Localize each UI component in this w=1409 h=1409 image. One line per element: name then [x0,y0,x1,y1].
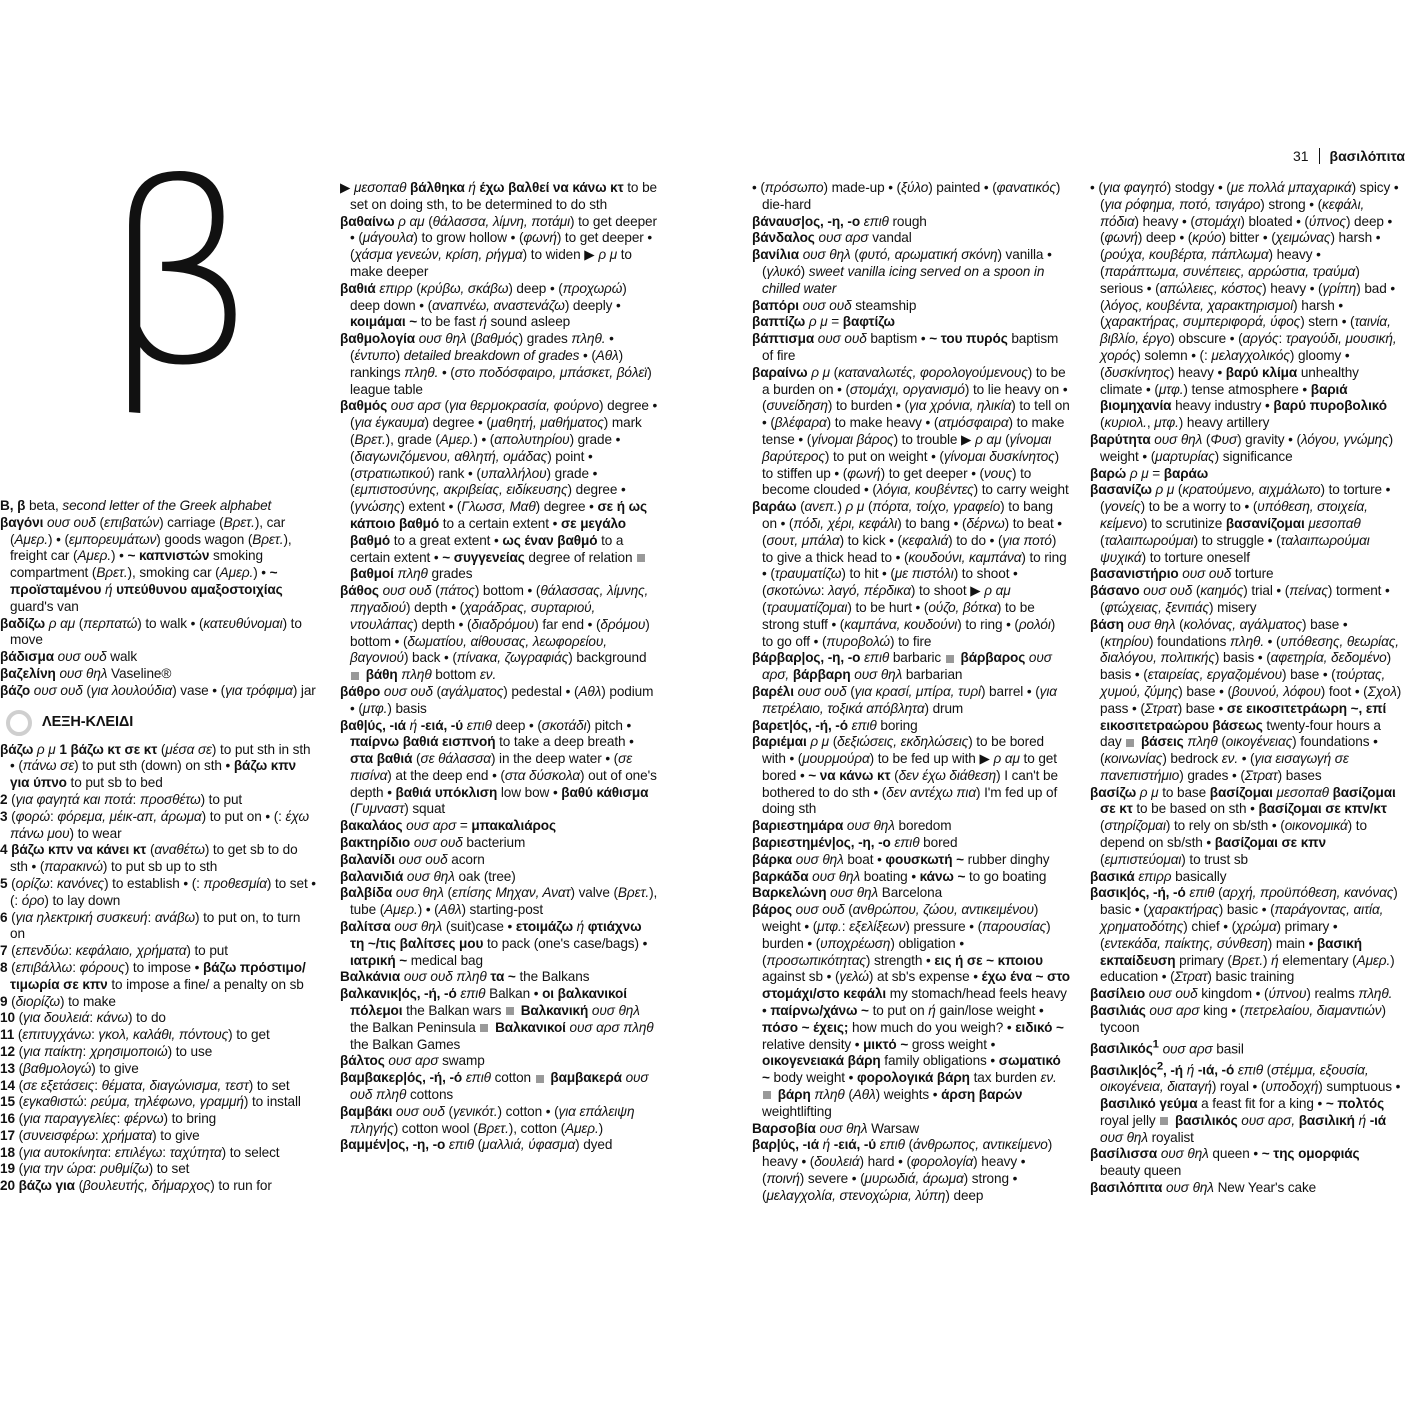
dictionary-entry: 20 βάζω για (βουλευτής, δήμαρχος) to run for [0,1178,272,1194]
page-number: 31 [1292,148,1309,164]
dictionary-entry: βάσανο ουσ ουδ (καημός) trial • (πείνας) torment • (φτώχειας, ξενιτιάς) misery [1090,583,1390,615]
dictionary-entry: βάδισμα ουσ ουδ walk [0,649,138,665]
dictionary-entry: 14 (σε εξετάσεις: θέματα, διαγώνισμα, τεστ) to set [0,1077,290,1093]
header-divider [1319,148,1320,164]
dictionary-entry: Βαλκάνια ουσ ουδ πληθ τα ~ the Balkans [340,969,590,985]
dictionary-entry: βαμμέν|ος, -η, -ο επιθ (μαλλιά, ύφασμα) dyed [340,1137,613,1153]
dictionary-entry: 3 (φορώ: φόρεμα, μέικ-απ, άρωμα) to put on • (: έχω πάνω μου) to wear [0,808,309,841]
dictionary-entry: Β, β beta, second letter of the Greek alphabet [0,498,272,513]
dictionary-entry: βασίλισσα ουσ θηλ queen • ~ της ομορφιάς beauty queen [1090,1146,1360,1179]
dictionary-entry: • (πρόσωπο) made-up • (ξύλο) painted • (φανατικός) die-hard [752,180,1061,212]
dictionary-entry: βάζω ρ μ 1 βάζω κτ σε κτ (μέσα σε) to put sth in sth • (πάνω σε) to put sth (down) on sth • βάζω κπν για ύπνο to put sb to bed [0,741,311,791]
dictionary-entry: βαλβίδα ουσ θηλ (επίσης Μηχαν, Ανατ) valve (Βρετ.), tube (Αμερ.) • (Αθλ) starting-post [340,885,658,918]
dictionary-entry: βαθμολογία ουσ θηλ (βαθμός) grades πληθ. • (έντυπο) detailed breakdown of grades • (Αθλ) rankings πληθ. • (στο ποδόσφαιρο, μπάσκετ, βόλεϊ) league table [340,331,652,397]
dictionary-entry: βασικά επιρρ basically [1090,868,1227,884]
dictionary-entry: βαμβακερ|ός, -ή, -ό επιθ cotton βαμβακερά ουσ ουδ πληθ cottons [340,1070,649,1103]
dictionary-entry: βάρος ουσ ουδ (ανθρώπου, ζώου, αντικειμένου) weight • (μτφ.: εξελίξεων) pressure • (παρουσίας) burden • (υποχρέωση) obligation • (προσωπικότητας) strength • εις ή σε ~ κποιου against sb • (γελώ) at sb's expense • έχω ένα ~ στο στομάχι/στο κεφάλι my stomach/head feels heavy • παίρνω/χάνω ~ to put on ή gain/lose weight • πόσο ~ έχεις; how much do you weigh? • ειδικό ~ relative density • μικτό ~ gross weight • οικογενειακά βάρη family obligations • σωματικό ~ body weight • φορολογικά βάρη tax burden εν. βάρη πληθ (Αθλ) weights • άρση βαρών weightlifting [752,902,1071,1119]
column-1-entries [0,498,318,700]
dictionary-entry: 17 (συνεισφέρω: χρήματα) to give [0,1127,200,1143]
dictionary-entry: βάθρο ουσ ουδ (αγάλματος) pedestal • (Αθλ) podium • (μτφ.) basis [340,683,654,716]
dictionary-entry: 19 (για την ώρα: ρυθμίζω) to set [0,1161,190,1177]
dictionary-entry: βαδίζω ρ αμ (περπατώ) to walk • (κατευθύνομαι) to move [0,615,302,648]
column-1-keyword-entries [0,742,318,1196]
dictionary-entry: βασανιστήριο ουσ ουδ torture [1090,566,1274,582]
dictionary-entry: βαρκάδα ουσ θηλ boating • κάνω ~ to go boating [752,868,1047,884]
dictionary-entry: 5 (ορίζω: κανόνες) to establish • (: προθεσμία) to set • (: όρο) to lay down [0,875,316,908]
dictionary-entry: βαλανίδι ουσ ουδ acorn [340,851,485,867]
dictionary-entry: βάνδαλος ουσ αρσ vandal [752,230,912,246]
dictionary-entry: 9 (διορίζω) to make [0,993,116,1009]
dictionary-entry: βαριέμαι ρ μ (δεξιώσεις, εκδηλώσεις) to be bored with • (μουρμούρα) to be fed up with ▶ ρ αμ to get bored • ~ να κάνω κτ (δεν έχω διάθεση) I can't be bothered to do sth • (δεν αντέχω πια) I'm fed up of doing sth [752,734,1058,817]
dictionary-entry: βαθαίνω ρ αμ (θάλασσα, λίμνη, ποτάμι) to get deeper • (μάγουλα) to grow hollow • (φωνή) to get deeper • (χάσμα γενεών, κρίση, ρήγμα) to widen ▶ ρ μ to make deeper [340,213,657,279]
dictionary-entry: 11 (επιτυγχάνω: γκολ, καλάθι, πόντους) to get [0,1027,270,1043]
dictionary-entry: βασιλιάς ουσ αρσ king • (πετρελαίου, διαμαντιών) tycoon [1090,1003,1386,1035]
dictionary-entry: 12 (για παίκτη: χρησιμοποιώ) to use [0,1043,213,1059]
dictionary-entry: 8 (επιβάλλω: φόρους) to impose • βάζω πρόστιμο/τιμωρία σε κπν to impose a fine/ a penalty on sb [0,959,306,992]
column-4 [1090,180,1402,1197]
column-1 [0,498,318,1195]
dictionary-entry: βασίζω ρ μ to base βασίζομαι μεσοπαθ βασίζομαι σε κτ to be based on sth • βασίζομαι σε κπν/κτ (στηρίζομαι) to rely on sb/sth • (οικονομικά) to depend on sb/sth • βασίζομαι σε κπν (εμπιστεύομαι) to trust sb [1090,784,1396,867]
dictionary-entry: βάθος ουσ ουδ (πάτος) bottom • (θάλασσας, λίμνης, πηγαδιού) depth • (χαράδρας, συρταριού, ντουλάπας) depth • (διαδρόμου) far end • (δρόμου) bottom • (δωματίου, αίθουσας, λεωφορείου, βαγονιού) back • (πίνακα, ζωγραφιάς) background βάθη πληθ bottom εν. [340,583,650,683]
dictionary-entry: βακαλάος ουσ αρσ = μπακαλιάρος [340,818,556,834]
dictionary-entry: βαλίτσα ουσ θηλ (suit)case • ετοιμάζω ή φτιάχνω τη ~/τις βαλίτσες μου to pack (one's case/bags) • ιατρική ~ medical bag [340,919,648,968]
dictionary-entry: βαρετ|ός, -ή, -ό επιθ boring [752,717,918,733]
dictionary-entry: 7 (επενδύω: κεφάλαιο, χρήματα) to put [0,943,228,959]
dictionary-entry: ▶ μεσοπαθ βάλθηκα ή έχω βαλθεί να κάνω κτ to be set on doing sth, to be determined to do sth [340,180,657,212]
dictionary-entry: βαλκανικ|ός, -ή, -ό επιθ Balkan • οι βαλκανικοί πόλεμοι the Balkan wars Βαλκανική ουσ θηλ the Balkan Peninsula Βαλκανικοί ουσ αρσ πληθ the Balkan Games [340,986,654,1052]
dictionary-entry: βασικ|ός, -ή, -ό επιθ (αρχή, προϋπόθεση, κανόνας) basic • (χαρακτήρας) basic • (παράγοντας, αιτία, χρηματοδότης) chief • (χρώμα) primary • (εντεκάδα, παίκτης, σύνθεση) main • βασική εκπαίδευση primary (Βρετ.) ή elementary (Αμερ.) education • (Στρατ) basic training [1090,885,1398,985]
dictionary-entry: βασανίζω ρ μ (κρατούμενο, αιχμάλωτο) to torture • (γονείς) to be a worry to • (υπόθεση, στοιχεία, κείμενο) to scrutinize βασανίζομαι μεσοπαθ (ταλαιπωρούμαι) to struggle • (ταλαιπωρούμαι ψυχικά) to torture oneself [1090,482,1391,565]
dictionary-entry: βασιλόπιτα ουσ θηλ New Year's cake [1090,1180,1317,1196]
dictionary-entry: βασιλικός$^1$ ουσ αρσ basil [1090,1038,1244,1057]
dictionary-entry: 18 (για αυτοκίνητα: επιλέγω: ταχύτητα) to select [0,1144,280,1160]
dictionary-entry: 2 (για φαγητά και ποτά: προσθέτω) to put [0,791,243,807]
section-letter: β [100,129,260,420]
keyword-label: ΛΕΞΗ-ΚΛΕΙΔΙ [42,714,134,731]
dictionary-entry: Βαρσοβία ουσ θηλ Warsaw [752,1120,920,1136]
dictionary-entry: 13 (βαθμολογώ) to give [0,1060,139,1076]
dictionary-entry: βάζο ουσ ουδ (για λουλούδια) vase • (για τρόφιμα) jar [0,682,316,698]
dictionary-entry: βανίλια ουσ θηλ (φυτό, αρωματική σκόνη) vanilla • (γλυκό) sweet vanilla icing served on a spoon in chilled water [752,247,1052,296]
dictionary-entry: βακτηρίδιο ουσ ουδ bacterium [340,835,526,851]
dictionary-entry: βάρκα ουσ θηλ boat • φουσκωτή ~ rubber dinghy [752,851,1050,867]
dictionary-entry: • (για φαγητό) stodgy • (με πολλά μπαχαρικά) spicy • (για ρόφημα, ποτό, τσιγάρο) strong • (κεφάλι, πόδια) heavy • (στομάχι) bloated • (ύπνος) deep • (φωνή) deep • (κρύο) bitter • (χειμώνας) harsh • (ρούχα, κουβέρτα, πάπλωμα) heavy • (παράπτωμα, συνέπειες, αρρώστια, τραύμα) serious • (απώλειες, κόστος) heavy • (γρίπη) bad • (λόγος, κουβέντα, χαρακτηρισμοί) harsh • (χαρακτήρας, συμπεριφορά, ύφος) stern • (ταινία, βιβλίο, έργο) obscure • (αργός: τραγούδι, μουσική, χορός) solemn • (: μελαγχολικός) gloomy • (δυσκίνητος) heavy • βαρύ κλίμα unhealthy climate • (μτφ.) tense atmosphere • βαριά βιομηχανία heavy industry • βαρύ πυροβολικό (κυριολ., μτφ.) heavy artillery [1090,180,1399,431]
dictionary-entry: Βαρκελώνη ουσ θηλ Barcelona [752,885,943,901]
dictionary-entry: βαθ|ύς, -ιά ή -ειά, -ύ επιθ deep • (σκοτάδι) pitch • παίρνω βαθιά εισπνοή to take a deep breath • στα βαθιά (σε θάλασσα) in the deep water • (σε πισίνα) at the deep end • (στα δύσκολα) out of one's depth • βαθιά υπόκλιση low bow • βαθύ κάθισμα (Γυμναστ) squat [340,717,657,817]
dictionary-entry: βαγόνι ουσ ουδ (επιβατών) carriage (Βρετ.), car (Αμερ.) • (εμπορευμάτων) goods wagon (Βρετ.), freight car (Αμερ.) • ~ καπνιστών smoking compartment (Βρετ.), smoking car (Αμερ.) • ~ προϊσταμένου ή υπεύθυνου αμαξοστοιχίας guard's van [0,514,292,614]
dictionary-entry: $\beta\alpha\sigma\iota\lambda\iota\kappa|ό\varsigma^2$, -ή ή -ιά, -ό επιθ (στέμμα, εξουσία, οικογένεια, διαταγή) royal • (υποδοχή) sumptuous • βασιλικό γεύμα a feast fit for a king • ~ πολτός royal jelly βασιλικός ουσ αρσ, βασιλική ή -ιά ουσ θηλ royalist [1090,1059,1401,1145]
dictionary-entry: βάρβαρ|ος, -η, -ο επιθ barbaric βάρβαρος ουσ αρσ, βάρβαρη ουσ θηλ barbarian [752,650,1052,683]
dictionary-entry: βαριεστημάρα ουσ θηλ boredom [752,818,952,834]
guide-word: βασιλόπιτα [1329,148,1405,164]
dictionary-entry: βαμβάκι ουσ ουδ (γενικότ.) cotton • (για επάλειψη πληγής) cotton wool (Βρετ.), cotton (Αμερ.) [340,1103,635,1136]
dictionary-entry: βαρ|ύς, -ιά ή -ειά, -ύ επιθ (άνθρωπος, αντικείμενο) heavy • (δουλειά) hard • (φορολογία) heavy • (ποινή) severe • (μυρωδιά, άρωμα) strong • (μελαγχολία, στενοχώρια, λύπη) deep [752,1137,1053,1203]
dictionary-entry: βάλτος ουσ αρσ swamp [340,1053,485,1069]
dictionary-entry: βαραίνω ρ μ (καταναλωτές, φορολογούμενους) to be a burden on • (στομάχι, οργανισμό) to lie heavy on • (συνείδηση) to burden • (για χρόνια, ηλικία) to tell on • (βλέφαρα) to make heavy • (ατμόσφαιρα) to make tense • (γίνομαι βάρος) to trouble ▶ ρ αμ (γίνομαι βαρύτερος) to put on weight • (γίνομαι δυσκίνητος) to stiffen up • (φωνή) to get deeper • (νους) to become clouded • (λόγια, κουβέντες) to carry weight [752,364,1070,498]
dictionary-entry: 16 (για παραγγελίες: φέρνω) to bring [0,1111,217,1127]
dictionary-entry: βάπτισμα ουσ ουδ baptism • ~ του πυρός baptism of fire [752,331,1059,363]
dictionary-entry: βάναυσ|ος, -η, -ο επιθ rough [752,213,927,229]
dictionary-entry: βαρέλι ουσ ουδ (για κρασί, μπίρα, τυρί) barrel • (για πετρέλαιο, τοξικά απόβλητα) drum [752,683,1057,716]
dictionary-entry: βαζελίνη ουσ θηλ Vaseline® [0,665,172,681]
dictionary-entry: 10 (για δουλειά: κάνω) to do [0,1010,166,1026]
column-2 [340,180,658,1154]
dictionary-entry: βαρύτητα ουσ θηλ (Φυσ) gravity • (λόγου, γνώμης) weight • (μαρτυρίας) significance [1090,431,1394,464]
column-3 [752,180,1070,1205]
dictionary-entry: βαπτίζω ρ μ = βαφτίζω [752,314,895,330]
dictionary-entry: βαθιά επιρρ (κρύβω, σκάβω) deep • (προχωρώ) deep down • (αναπνέω, αναστενάζω) deeply • κοιμάμαι ~ to be fast ή sound asleep [340,280,627,330]
dictionary-entry: βαλανιδιά ουσ θηλ oak (tree) [340,868,516,884]
dictionary-entry: βαπόρι ουσ ουδ steamship [752,297,917,313]
dictionary-entry: 6 (για ηλεκτρική συσκευή: ανάβω) to put on, to turn on [0,909,301,942]
dictionary-entry: βασίλειο ουσ ουδ kingdom • (ύπνου) realms πληθ. [1090,986,1393,1002]
dictionary-entry: βάση ουσ θηλ (κολόνας, αγάλματος) base • (κτηρίου) foundations πληθ. • (υπόθεσης, θεωρίας, διαλόγου, πολιτικής) basis • (αφετηρία, δεδομένο) basis • (εταιρείας, εργαζομένου) base • (τούρτας, χυμού, ζύμης) base • (βουνού, λόφου) foot • (Σχολ) pass • (Στρατ) base • σε εικοσιτετράωρη ~, επί εικοσιτετραώρου βάσεως twenty-four hours a day βάσεις πληθ (οικογένειας) foundations • (κοινωνίας) bedrock εν. • (για εισαγωγή σε πανεπιστήμιο) grades • (Στρατ) bases [1090,616,1402,783]
dictionary-entry: βαριεστημέν|ος, -η, -ο επιθ bored [752,835,958,851]
dictionary-entry: βαθμός ουσ αρσ (για θερμοκρασία, φούρνο) degree • (για έγκαυμα) degree • (μαθητή, μαθήματος) mark (Βρετ.), grade (Αμερ.) • (απολυτηρίου) grade • (διαγωνιζόμενου, αθλητή, ομάδας) point • (στρατιωτικού) rank • (υπαλλήλου) grade • (εμπιστοσύνης, ακριβείας, ειδίκευσης) degree • (γνώσης) extent • (Γλωσσ, Μαθ) degree • σε ή ως κάποιο βαθμό to a certain extent • σε μεγάλο βαθμό to a great extent • ως έναν βαθμό to a certain extent • ~ συγγενείας degree of relation βαθμοί πληθ grades [340,398,658,582]
keyword-box [6,710,318,736]
dictionary-entry: 15 (εγκαθιστώ: ρεύμα, τηλέφωνο, γραμμή) to install [0,1094,301,1110]
keyword-circle-icon [6,710,32,736]
page-header [1293,148,1405,164]
dictionary-entry: βαρώ ρ μ = βαράω [1090,465,1209,481]
dictionary-entry: 4 βάζω κπν να κάνει κτ (αναθέτω) to get sb to do sth • (παρακινώ) to put sb up to sth [0,842,298,875]
dictionary-entry: βαράω (ανεπ.) ρ μ (πόρτα, τοίχο, γραφείο) to bang on • (πόδι, χέρι, κεφάλι) to bang • (δέρνω) to beat • (σουτ, μπάλα) to kick • (κεφαλιά) to do • (για ποτό) to give a thick head to • (κουδούνι, καμπάνα) to ring • (τραυματίζω) to hit • (με πιστόλι) to shoot • (σκοτώνω: λαγό, πέρδικα) to shoot ▶ ρ αμ (τραυματίζομαι) to be hurt • (ούζο, βότκα) to be strong stuff • (καμπάνα, κουδούνι) to ring • (ρολόι) to go off • (πυροβολώ) to fire [752,499,1067,649]
